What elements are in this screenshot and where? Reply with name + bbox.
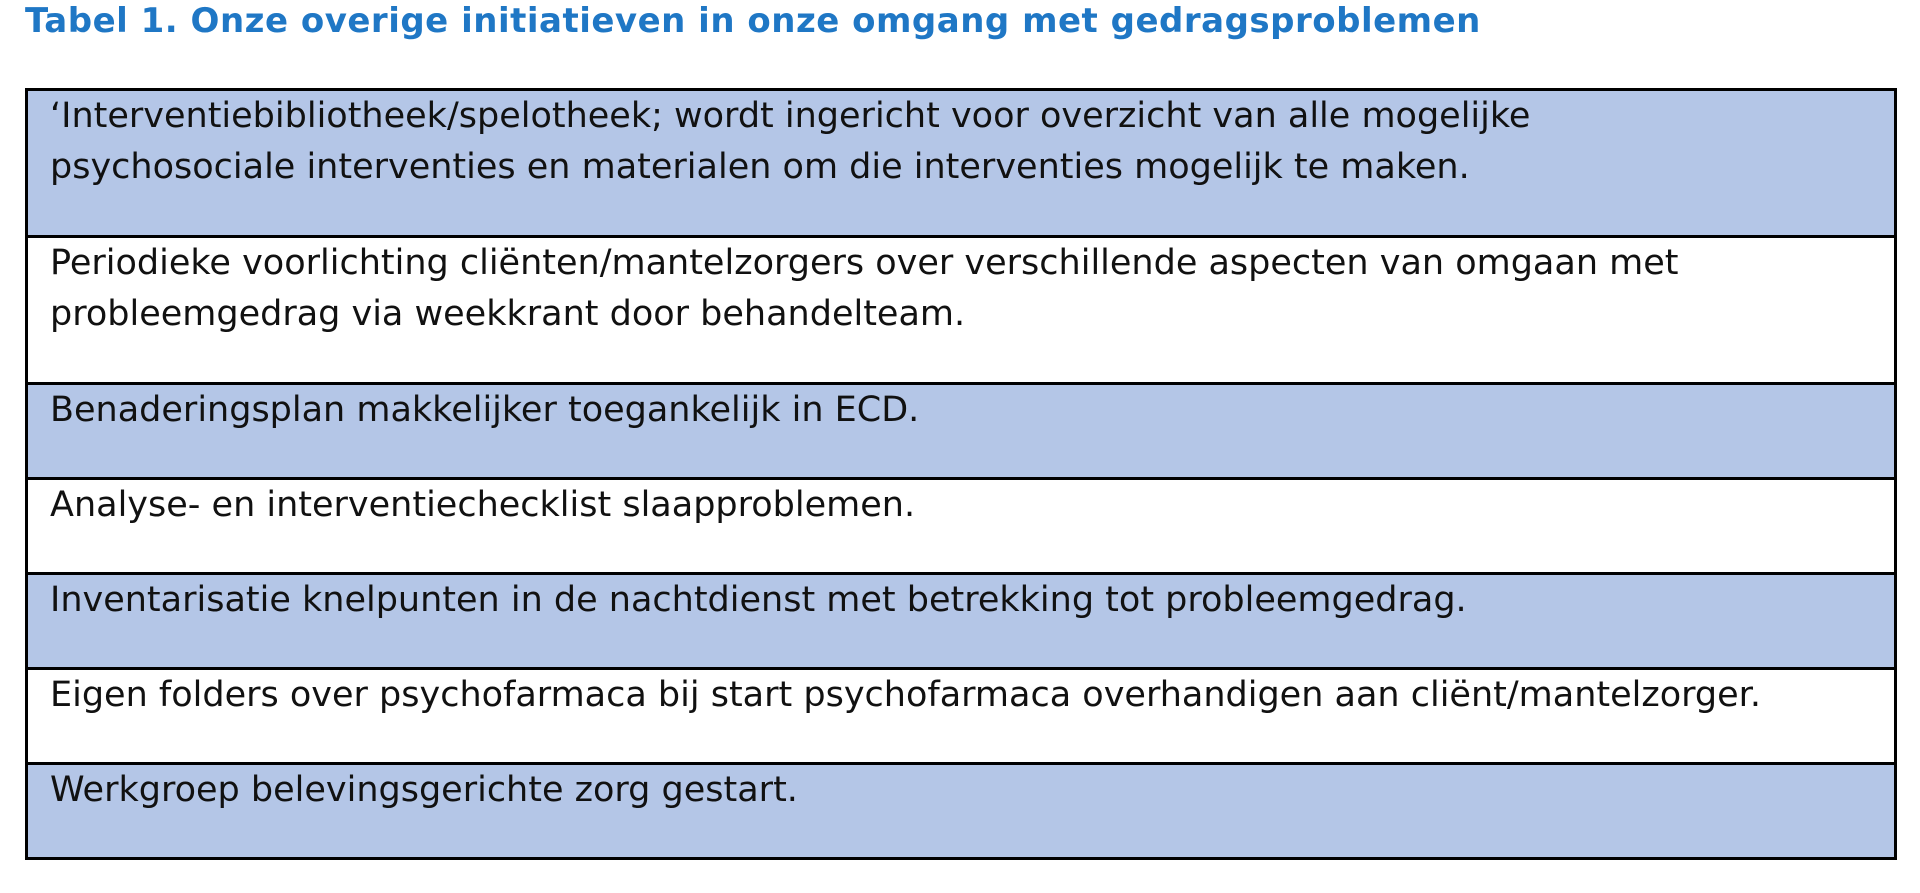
initiatives-table	[25, 88, 1897, 860]
table-cell	[27, 237, 1896, 384]
cell-text-line: Periodieke voorlichting cliënten/mantelzorgers over verschillende aspecten van omgaan met	[50, 243, 1679, 283]
cell-text-line: Eigen folders over psychofarmaca bij start psychofarmaca overhandigen aan cliënt/mantelzorger.	[50, 675, 1761, 715]
table-cell	[27, 574, 1896, 669]
table-cell	[27, 669, 1896, 764]
cell-text-line: Analyse- en interventiechecklist slaapproblemen.	[50, 485, 916, 525]
table-title: Tabel 1. Onze overige initiatieven in onze omgang met gedragsproblemen	[25, 1, 1481, 41]
cell-text-line: probleemgedrag via weekkrant door behandelteam.	[50, 294, 966, 334]
table-row	[27, 237, 1896, 384]
table-cell	[27, 479, 1896, 574]
table-row	[27, 479, 1896, 574]
table-row	[27, 574, 1896, 669]
table-cell	[27, 764, 1896, 859]
table-row	[27, 764, 1896, 859]
cell-text-line: Inventarisatie knelpunten in de nachtdienst met betrekking tot probleemgedrag.	[50, 580, 1467, 620]
cell-text-line: Benaderingsplan makkelijker toegankelijk in ECD.	[50, 390, 920, 430]
table-row	[27, 90, 1896, 237]
cell-text-line: Werkgroep belevingsgerichte zorg gestart.	[50, 770, 798, 810]
table-row	[27, 384, 1896, 479]
initiatives-table-body	[27, 90, 1896, 859]
table-cell	[27, 90, 1896, 237]
cell-text-line: ‘Interventiebibliotheek/spelotheek; wordt ingericht voor overzicht van alle mogelijke	[50, 96, 1531, 136]
table-cell	[27, 384, 1896, 479]
table-row	[27, 669, 1896, 764]
cell-text-line: psychosociale interventies en materialen om die interventies mogelijk te maken.	[50, 147, 1470, 187]
